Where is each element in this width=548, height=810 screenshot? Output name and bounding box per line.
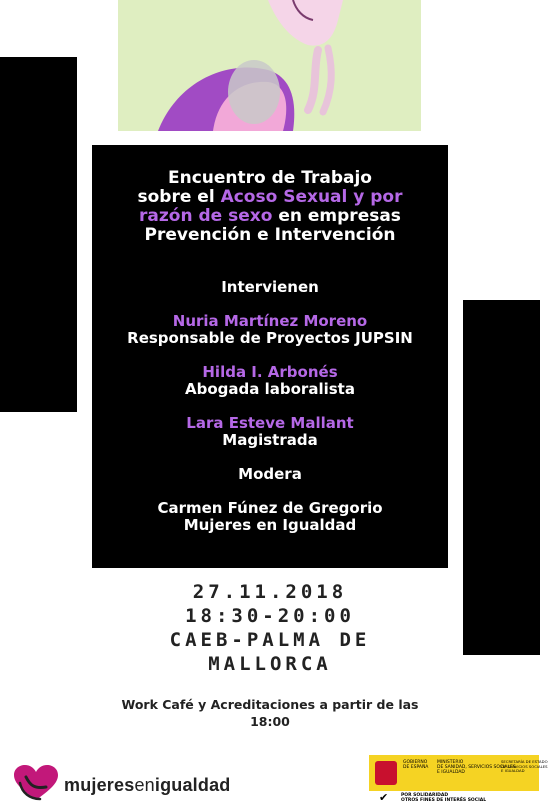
accreditation-note: Work Café y Acreditaciones a partir de las 18:00 (121, 697, 419, 729)
title-line-1: Encuentro de Trabajo (168, 168, 372, 188)
logo-word-3: igualdad (154, 775, 231, 795)
speaker-3 (92, 415, 448, 449)
checkmark-icon: ✔ (379, 791, 389, 804)
title-line-2-pre: sobre el (137, 187, 221, 207)
woman-illustration-icon (118, 0, 421, 131)
speaker-name: Nuria Martínez Moreno (172, 312, 368, 330)
intervienen-label: Intervienen (221, 278, 319, 296)
speaker-name: Hilda I. Arbonés (202, 363, 338, 381)
gov-text-2: MINISTERIO DE SANIDAD, SERVICIOS SOCIALES E IGUALDAD (437, 760, 516, 775)
title-line-3-post: en empresas (272, 206, 401, 226)
heart-logo-icon (12, 765, 60, 803)
title-line-3 (92, 207, 448, 226)
header-illustration (118, 0, 421, 131)
decorative-bar-left (0, 57, 77, 412)
logo-word-2: en (134, 775, 155, 795)
moderator-org: Mujeres en Igualdad (183, 516, 357, 534)
gobierno-espana-logo (369, 755, 548, 805)
decorative-bar-right (463, 300, 540, 655)
title-highlight-1: Acoso Sexual y por (220, 187, 403, 207)
event-info-box (92, 145, 448, 568)
event-details (140, 580, 400, 676)
speaker-name: Lara Esteve Mallant (186, 414, 354, 432)
event-time: 18:30-20:00 (185, 605, 355, 627)
event-date: 27.11.2018 (192, 581, 348, 603)
coat-of-arms-icon (375, 761, 397, 785)
speakers-section (92, 279, 448, 534)
event-venue-line-2: MALLORCA (208, 653, 332, 675)
speaker-role: Magistrada (222, 431, 318, 449)
title-highlight-2: razón de sexo (139, 206, 273, 226)
speaker-1 (92, 313, 448, 347)
speaker-role: Abogada laboralista (185, 380, 355, 398)
event-venue-line-1: CAEB-PALMA DE (169, 629, 371, 651)
logo-word-1: mujeres (64, 775, 135, 795)
moderator-name: Carmen Fúnez de Gregorio (157, 499, 383, 517)
speaker-2 (92, 364, 448, 398)
event-title (92, 169, 448, 245)
gov-footer-text: POR SOLIDARIDAD OTROS FINES DE INTERÉS SOCIAL (401, 793, 487, 803)
gov-text-3: SECRETARÍA DE ESTADO DE SERVICIOS SOCIALES E IGUALDAD (501, 759, 548, 773)
title-line-4: Prevención e Intervención (144, 225, 396, 245)
title-line-2 (92, 188, 448, 207)
gov-text-1: GOBIERNO DE ESPAÑA (403, 760, 429, 770)
speaker-role: Responsable de Proyectos JUPSIN (127, 329, 413, 347)
logo-wordmark (64, 775, 230, 796)
modera-label: Modera (238, 465, 302, 483)
mujeres-en-igualdad-logo (12, 765, 252, 803)
